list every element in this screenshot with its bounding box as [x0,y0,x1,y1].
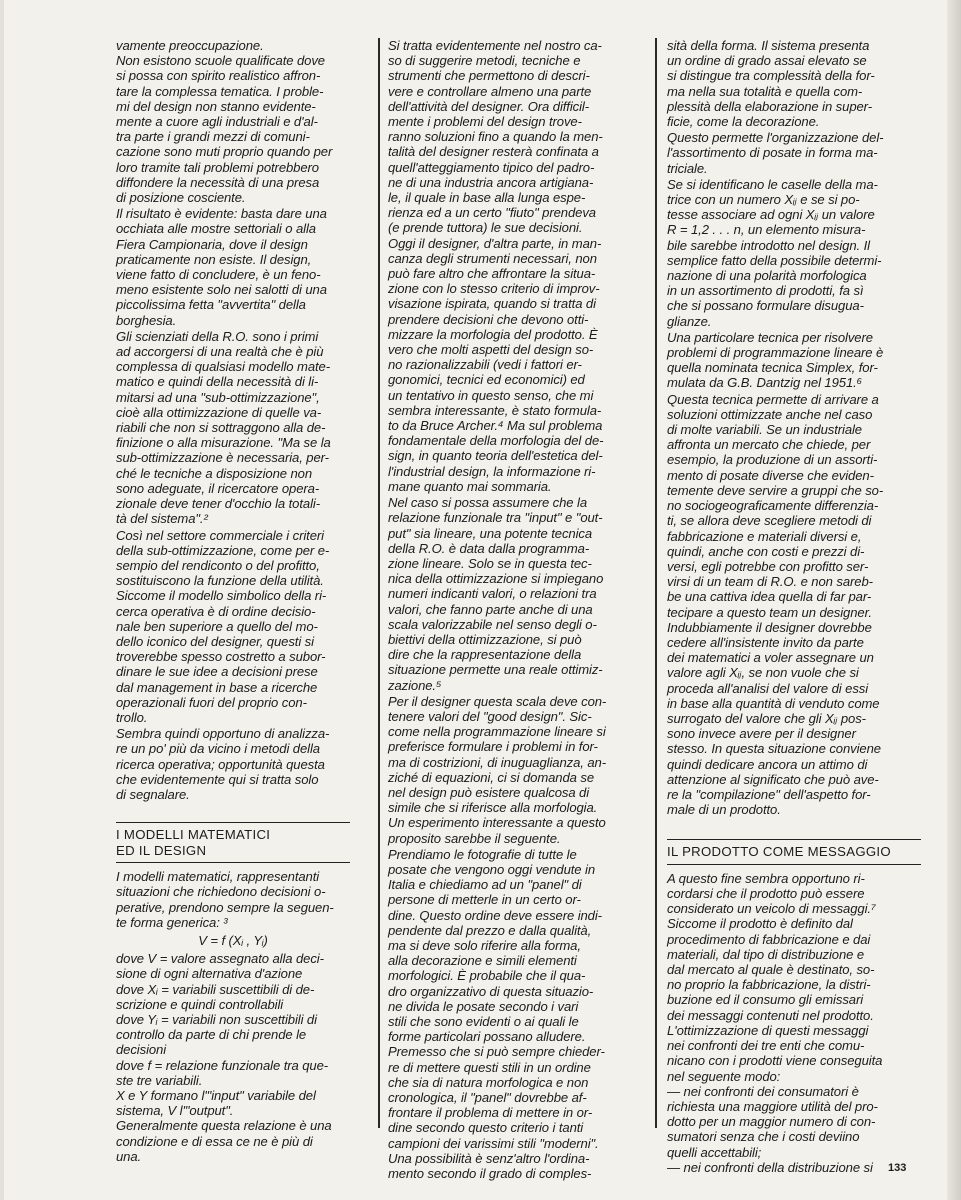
formula: V = f (Xᵢ , Yᵢ) [198,932,268,948]
section-heading-modelli: I MODELLI MATEMATICI ED IL DESIGN [116,822,350,863]
text-column-1 [116,38,350,1165]
paragraph: Si tratta evidentemente nel nostro ca- so di suggerire metodi, tecniche e strumenti che permettono di descri- vere e controllare almeno una parte dell'attività del designer. Ora difficil- mente i problemi del design trove- ranno soluzioni fino a quando la men- talità del designer resterà confinata a quell'atteggiamento tipico del padro- ne di una industria ancora artigiana- le, il quale in base alla lunga espe- rienza ed a un certo "fiuto" prendeva (e prende tuttora) le sue decisioni. Oggi il designer, d'altra parte, in man- canza degli strumenti necessari, non può fare altro che affrontare la situa- zione con lo stesso criterio di improv- visazione ispirata, quando si tratta di prendere decisioni che devono otti- mizzare la morfologia del prodotto. È vero che molti aspetti del design so- no razionalizzabili (vedi i fattori er- gonomici, tecnici ed economici) ed un tentativo in questo senso, che mi sembra interessante, è stato formula- to da Bruce Archer.⁴ Ma sul problema fondamentale della morfologia del de- sign, in quanto teoria dell'estetica del- l'industrial design, la informazione ri- mane quanto mai sommaria. [388,38,604,494]
paragraph: I modelli matematici, rappresentanti situazioni che richiedono decisioni o- perative, prendono sempre la seguen- te forma generica: ³ [116,869,334,930]
paragraph: Così nel settore commerciale i criteri della sub-ottimizzazione, come per e- sempio del rendiconto o del profitto, sostituiscono la funzione della utilità. Siccome il modello simbolico della ri- cerca operativa è di ordine decisio- nale ben superiore a quello del mo- dello iconico del designer, questi si troverebbe spesso costretto a subor- dinare le sue idee a decisioni prese dal management in base a ricerche operazionali fuori del proprio con- trollo. [116,527,330,725]
column-rule-1 [378,38,380,1128]
paragraph: A questo fine sembra opportuno ri- cordarsi che il prodotto può essere considerato un veicolo di messaggi.⁷ Siccome il prodotto è definito dal procedimento di fabbricazione e dai materiali, dal tipo di distribuzione e dal mercato al quale è destinato, so- no proprio la fabbricazione, la distri- buzione ed il consumo gli emissari dei messaggi contenuti nel prodotto. L'ottimizzazione di questi messaggi nei confronti dei tre enti che comu- nicano con i prodotti viene conseguita nel seguente modo: — nei confronti dei consumatori è richiesta una maggiore utilità del pro- dotto per un maggior numero di con- sumatori senza che i costi deviino quelli accettabili; — nei confronti della distribuzione si [667,870,883,1175]
column-rule-2 [655,38,657,1128]
page-right-edge [947,0,961,1200]
text-column-3 [667,38,921,1176]
text-column-2 [388,38,632,1182]
paragraph: vamente preoccupazione. Non esistono scuole qualificate dove si possa con spirito realistico affron- tare la complessa tematica. I proble- mi del design non stanno evidente- mente a cuore agli industriali e d'al- tra parte i grandi mezzi di comuni- cazione sono muti proprio quando per loro tramite tali problemi potrebbero diffondere la necessità di una presa di posizione cosciente. [116,38,333,206]
paragraph: Per il designer questa scala deve con- tenere valori del "good design". Sic- come nella programmazione lineare si preferisce formulare i problemi in for- ma di costrizioni, di inuguaglianza, an- ziché di equazioni, ci si domanda se nel design può esistere qualcosa di simile che si riferisce alla morfologia. Un esperimento interessante a questo proposito sarebbe il seguente. [388,693,607,846]
page-left-edge [0,0,4,1200]
paragraph: sità della forma. Il sistema presenta un ordine di grado assai elevato se si distingue tra complessità della for- ma nella sua totalità e quella com- plessità della elaborazione in super- ficie, come la decorazione. [667,38,875,130]
page-number: 133 [888,1162,907,1174]
section-heading-prodotto: IL PRODOTTO COME MESSAGGIO [667,839,921,865]
paragraph: Gli scienziati della R.O. sono i primi ad accorgersi di una realtà che è più complessa di qualsiasi modello mate- matico e quindi della necessità di li- mitarsi ad una "sub-ottimizzazione", cioè alla ottimizzazione di quelle va- riabili che non si sottraggono alla de- finizione o alla misurazione. "Ma se la sub-ottimizzazione è necessaria, per- ché le tecniche a disposizione non sono adeguate, il ricercatore opera- zionale deve tener d'occhio la totali- tà del sistema".² [116,328,331,527]
paragraph: Prendiamo le fotografie di tutte le posate che vengono oggi vendute in Italia e chiediamo ad un "panel" di persone di metterle in un certo or- dine. Questo ordine deve essere indi- pendente dal prezzo e dalla qualità, ma si deve solo riferire alla forma, alla decorazione e simili elementi morfologici. È probabile che il qua- dro organizzativo di questa situazio- ne divida le posate secondo i vari stili che sono evidenti o ai quali le forme particolari possano alludere. Premesso che si può sempre chieder- re di mettere questi stili in un ordine che sia di natura morfologica e non cronologica, il "panel" dovrebbe af- frontare il problema di mettere in or- dine secondo questo criterio i tanti campioni dei varissimi stili "moderni". Una possibilità è senz'altro l'ordina- mento secondo il grado di comples- [388,846,605,1182]
paragraph: Se si identificano le caselle della ma- trice con un numero Xᵢⱼ e se si po- tesse associare ad ogni Xᵢⱼ un valore R = 1,2 . . . n, un elemento misura- bile sarebbe introdotto nel design. Il semplice fatto della possibile determi- nazione di una polarità morfologica in un assortimento di prodotti, fa sì che si possano formulare disugua- glianze. [667,176,882,329]
paragraph: Nel caso si possa assumere che la relazione funzionale tra "input" e "out- put" sia lineare, una potente tecnica della R.O. è data dalla programma- zione lineare. Solo se in questa tec- nica della ottimizzazione si impiegano numeri indicanti valori, o relazioni tra valori, che fanno parte anche di una scala valorizzabile nel senso degli o- biettivi della ottimizzazione, si può dire che la rappresentazione della situazione permette una reale ottimiz- zazione.⁵ [388,495,604,693]
paragraph: Sembra quindi opportuno di analizza- re un po' più da vicino i metodi della ricerca operativa; opportunità questa che evidentemente qui si tratta solo di segnalare. [116,726,330,802]
definitions: dove V = valore assegnato alla deci- sione di ogni alternativa d'azione dove Xᵢ = variabili suscettibili di de- scrizione e quindi controllabili dove Yᵢ = variabili non suscettibili di controllo da parte di chi prende le decisioni dove f = relazione funzionale tra que- ste tre variabili. X e Y formano l'"input" variabile del sistema, V l'"output". Generalmente questa relazione è una condizione e di essa ce ne è più di una. [116,951,332,1164]
paragraph: Il risultato è evidente: basta dare una occhiata alle mostre settoriali o alla Fiera Campionaria, dove il design praticamente non esiste. Il design, viene fatto di concludere, è un feno- meno esistente solo nei salotti di una piccolissima fetta "avvertita" della borghesia. [116,206,327,328]
paragraph: Questo permette l'organizzazione del- l'assortimento di posate in forma ma- triciale. [667,130,884,176]
paragraph: Una particolare tecnica per risolvere problemi di programmazione lineare è quella nominata tecnica Simplex, for- mulata da G.B. Dantzig nel 1951.⁶ [667,329,884,391]
paragraph: Questa tecnica permette di arrivare a soluzioni ottimizzate anche nel caso di molte variabili. Se un industriale affronta un mercato che chiede, per esempio, la produzione di un assorti- mento di posate diverse che eviden- temente deve servire a gruppi che so- no sociogeograficamente differenzia- ti, se allora deve scegliere metodi di fabbricazione e materiali diversi e, quindi, anche con costi e prezzi di- versi, egli potrebbe con profitto ser- virsi di un team di R.O. e non sareb- be una cattiva idea quella di far par- tecipare a questo team un designer. Indubbiamente il designer dovrebbe cedere all'insistente invito da parte dei matematici a voler assegnare un valore agli Xᵢⱼ, se non vuole che si proceda all'analisi del valore di essi in base alla quantità di venduto come surrogato del valore che gli Xᵢⱼ pos- sono invece avere per il designer stesso. In questa situazione conviene quindi dedicare ancora un attimo di attenzione al significato che può ave- re la "compilazione" dell'aspetto for- male di un prodotto. [667,391,884,818]
